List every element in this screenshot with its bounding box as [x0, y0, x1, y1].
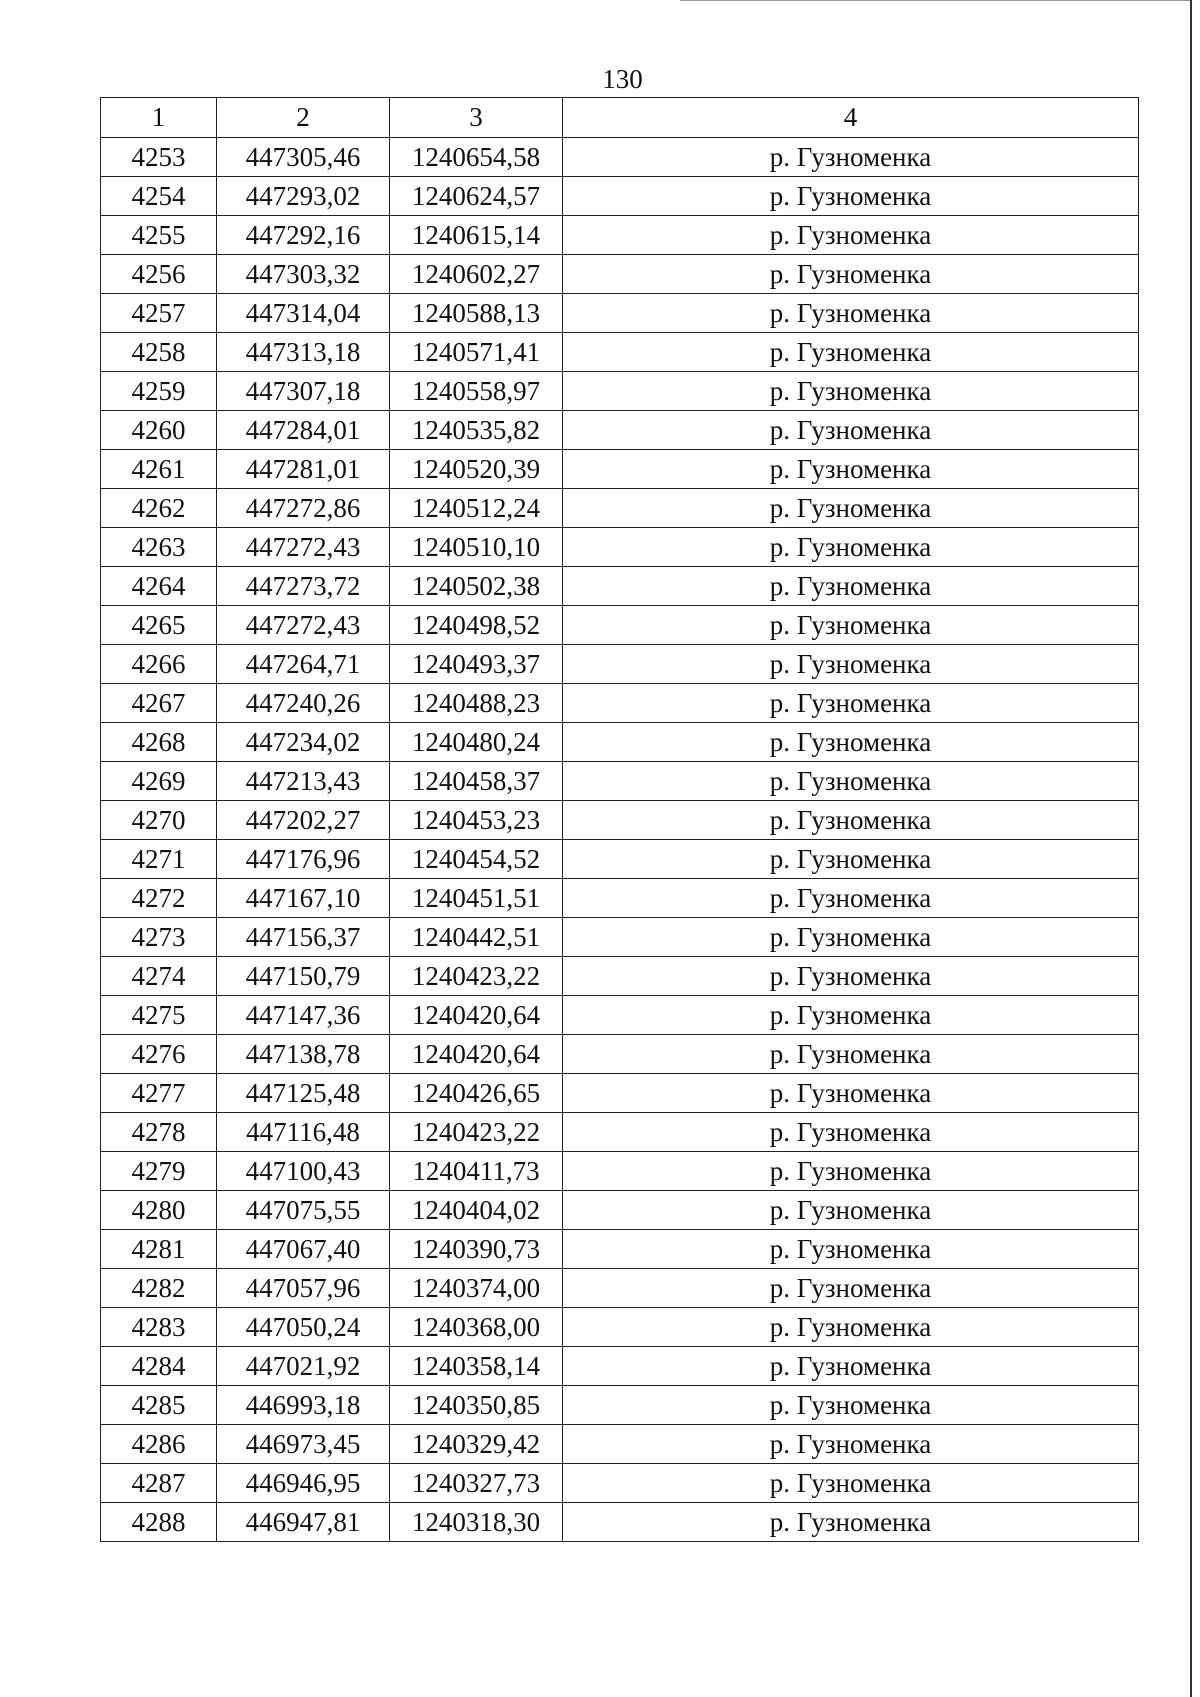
- point-number-cell: 4260: [101, 411, 217, 450]
- y-coordinate-cell: 1240454,52: [390, 840, 563, 879]
- table-row: [101, 1230, 1139, 1269]
- description-cell: р. Гузноменка: [563, 645, 1139, 684]
- table-row: [101, 606, 1139, 645]
- table-row: [101, 1191, 1139, 1230]
- table-row: [101, 957, 1139, 996]
- table-row: [101, 840, 1139, 879]
- y-coordinate-cell: 1240329,42: [390, 1425, 563, 1464]
- point-number-cell: 4284: [101, 1347, 217, 1386]
- y-coordinate-cell: 1240615,14: [390, 216, 563, 255]
- column-header-1: 1: [101, 98, 217, 138]
- point-number-cell: 4255: [101, 216, 217, 255]
- x-coordinate-cell: 447138,78: [217, 1035, 390, 1074]
- point-number-cell: 4272: [101, 879, 217, 918]
- x-coordinate-cell: 447272,43: [217, 606, 390, 645]
- y-coordinate-cell: 1240451,51: [390, 879, 563, 918]
- description-cell: р. Гузноменка: [563, 840, 1139, 879]
- table-header: [101, 98, 1139, 138]
- description-cell: р. Гузноменка: [563, 1503, 1139, 1542]
- x-coordinate-cell: 447284,01: [217, 411, 390, 450]
- point-number-cell: 4287: [101, 1464, 217, 1503]
- x-coordinate-cell: 447213,43: [217, 762, 390, 801]
- point-number-cell: 4276: [101, 1035, 217, 1074]
- description-cell: р. Гузноменка: [563, 255, 1139, 294]
- y-coordinate-cell: 1240420,64: [390, 1035, 563, 1074]
- x-coordinate-cell: 447100,43: [217, 1152, 390, 1191]
- table-row: [101, 918, 1139, 957]
- point-number-cell: 4269: [101, 762, 217, 801]
- table-row: [101, 411, 1139, 450]
- point-number-cell: 4278: [101, 1113, 217, 1152]
- x-coordinate-cell: 447075,55: [217, 1191, 390, 1230]
- point-number-cell: 4270: [101, 801, 217, 840]
- x-coordinate-cell: 447272,43: [217, 528, 390, 567]
- point-number-cell: 4267: [101, 684, 217, 723]
- x-coordinate-cell: 446993,18: [217, 1386, 390, 1425]
- point-number-cell: 4281: [101, 1230, 217, 1269]
- description-cell: р. Гузноменка: [563, 879, 1139, 918]
- table-row: [101, 138, 1139, 177]
- x-coordinate-cell: 447272,86: [217, 489, 390, 528]
- table-row: [101, 1035, 1139, 1074]
- column-header-2: 2: [217, 98, 390, 138]
- page-number: 130: [602, 64, 643, 94]
- description-cell: р. Гузноменка: [563, 1035, 1139, 1074]
- table-row: [101, 1269, 1139, 1308]
- x-coordinate-cell: 447202,27: [217, 801, 390, 840]
- description-cell: р. Гузноменка: [563, 567, 1139, 606]
- x-coordinate-cell: 447156,37: [217, 918, 390, 957]
- point-number-cell: 4280: [101, 1191, 217, 1230]
- point-number-cell: 4288: [101, 1503, 217, 1542]
- point-number-cell: 4268: [101, 723, 217, 762]
- point-number-cell: 4253: [101, 138, 217, 177]
- scan-top-edge: [680, 0, 1190, 1]
- table-row: [101, 1464, 1139, 1503]
- point-number-cell: 4263: [101, 528, 217, 567]
- description-cell: р. Гузноменка: [563, 1464, 1139, 1503]
- description-cell: р. Гузноменка: [563, 372, 1139, 411]
- point-number-cell: 4254: [101, 177, 217, 216]
- table-row: [101, 1347, 1139, 1386]
- point-number-cell: 4283: [101, 1308, 217, 1347]
- coordinates-table: [100, 97, 1139, 1542]
- table-row: [101, 996, 1139, 1035]
- y-coordinate-cell: 1240512,24: [390, 489, 563, 528]
- table-row: [101, 450, 1139, 489]
- x-coordinate-cell: 447303,32: [217, 255, 390, 294]
- table-row: [101, 879, 1139, 918]
- table-row: [101, 333, 1139, 372]
- point-number-cell: 4273: [101, 918, 217, 957]
- description-cell: р. Гузноменка: [563, 489, 1139, 528]
- x-coordinate-cell: 447307,18: [217, 372, 390, 411]
- description-cell: р. Гузноменка: [563, 1269, 1139, 1308]
- x-coordinate-cell: 446947,81: [217, 1503, 390, 1542]
- x-coordinate-cell: 447176,96: [217, 840, 390, 879]
- description-cell: р. Гузноменка: [563, 1191, 1139, 1230]
- table-row: [101, 255, 1139, 294]
- table-row: [101, 567, 1139, 606]
- point-number-cell: 4261: [101, 450, 217, 489]
- y-coordinate-cell: 1240423,22: [390, 1113, 563, 1152]
- y-coordinate-cell: 1240411,73: [390, 1152, 563, 1191]
- point-number-cell: 4279: [101, 1152, 217, 1191]
- x-coordinate-cell: 446973,45: [217, 1425, 390, 1464]
- y-coordinate-cell: 1240493,37: [390, 645, 563, 684]
- y-coordinate-cell: 1240535,82: [390, 411, 563, 450]
- description-cell: р. Гузноменка: [563, 294, 1139, 333]
- y-coordinate-cell: 1240588,13: [390, 294, 563, 333]
- table-row: [101, 1503, 1139, 1542]
- x-coordinate-cell: 447240,26: [217, 684, 390, 723]
- description-cell: р. Гузноменка: [563, 684, 1139, 723]
- y-coordinate-cell: 1240350,85: [390, 1386, 563, 1425]
- x-coordinate-cell: 447147,36: [217, 996, 390, 1035]
- y-coordinate-cell: 1240502,38: [390, 567, 563, 606]
- column-header-3: 3: [390, 98, 563, 138]
- table-row: [101, 801, 1139, 840]
- point-number-cell: 4262: [101, 489, 217, 528]
- table-row: [101, 1425, 1139, 1464]
- x-coordinate-cell: 447281,01: [217, 450, 390, 489]
- x-coordinate-cell: 447313,18: [217, 333, 390, 372]
- point-number-cell: 4271: [101, 840, 217, 879]
- y-coordinate-cell: 1240327,73: [390, 1464, 563, 1503]
- table-row: [101, 723, 1139, 762]
- header-row: [101, 98, 1139, 138]
- table-row: [101, 684, 1139, 723]
- description-cell: р. Гузноменка: [563, 1074, 1139, 1113]
- y-coordinate-cell: 1240423,22: [390, 957, 563, 996]
- table-row: [101, 1152, 1139, 1191]
- y-coordinate-cell: 1240426,65: [390, 1074, 563, 1113]
- table-row: [101, 1308, 1139, 1347]
- description-cell: р. Гузноменка: [563, 1347, 1139, 1386]
- y-coordinate-cell: 1240602,27: [390, 255, 563, 294]
- x-coordinate-cell: 447116,48: [217, 1113, 390, 1152]
- y-coordinate-cell: 1240480,24: [390, 723, 563, 762]
- table-row: [101, 489, 1139, 528]
- point-number-cell: 4265: [101, 606, 217, 645]
- coordinates-table-container: [100, 97, 1138, 1542]
- description-cell: р. Гузноменка: [563, 1308, 1139, 1347]
- y-coordinate-cell: 1240390,73: [390, 1230, 563, 1269]
- table-row: [101, 528, 1139, 567]
- description-cell: р. Гузноменка: [563, 1152, 1139, 1191]
- description-cell: р. Гузноменка: [563, 957, 1139, 996]
- point-number-cell: 4286: [101, 1425, 217, 1464]
- point-number-cell: 4256: [101, 255, 217, 294]
- description-cell: р. Гузноменка: [563, 333, 1139, 372]
- table-row: [101, 1074, 1139, 1113]
- table-row: [101, 1386, 1139, 1425]
- description-cell: р. Гузноменка: [563, 1425, 1139, 1464]
- y-coordinate-cell: 1240458,37: [390, 762, 563, 801]
- y-coordinate-cell: 1240358,14: [390, 1347, 563, 1386]
- description-cell: р. Гузноменка: [563, 411, 1139, 450]
- y-coordinate-cell: 1240420,64: [390, 996, 563, 1035]
- description-cell: р. Гузноменка: [563, 528, 1139, 567]
- description-cell: р. Гузноменка: [563, 177, 1139, 216]
- point-number-cell: 4285: [101, 1386, 217, 1425]
- y-coordinate-cell: 1240520,39: [390, 450, 563, 489]
- description-cell: р. Гузноменка: [563, 801, 1139, 840]
- table-row: [101, 1113, 1139, 1152]
- table-row: [101, 177, 1139, 216]
- x-coordinate-cell: 447021,92: [217, 1347, 390, 1386]
- description-cell: р. Гузноменка: [563, 1230, 1139, 1269]
- y-coordinate-cell: 1240374,00: [390, 1269, 563, 1308]
- y-coordinate-cell: 1240453,23: [390, 801, 563, 840]
- y-coordinate-cell: 1240368,00: [390, 1308, 563, 1347]
- y-coordinate-cell: 1240318,30: [390, 1503, 563, 1542]
- x-coordinate-cell: 447125,48: [217, 1074, 390, 1113]
- description-cell: р. Гузноменка: [563, 996, 1139, 1035]
- point-number-cell: 4258: [101, 333, 217, 372]
- point-number-cell: 4277: [101, 1074, 217, 1113]
- y-coordinate-cell: 1240442,51: [390, 918, 563, 957]
- x-coordinate-cell: 447264,71: [217, 645, 390, 684]
- y-coordinate-cell: 1240488,23: [390, 684, 563, 723]
- x-coordinate-cell: 447067,40: [217, 1230, 390, 1269]
- x-coordinate-cell: 447293,02: [217, 177, 390, 216]
- table-row: [101, 216, 1139, 255]
- x-coordinate-cell: 447305,46: [217, 138, 390, 177]
- x-coordinate-cell: 447314,04: [217, 294, 390, 333]
- table-row: [101, 762, 1139, 801]
- x-coordinate-cell: 447057,96: [217, 1269, 390, 1308]
- description-cell: р. Гузноменка: [563, 1386, 1139, 1425]
- y-coordinate-cell: 1240624,57: [390, 177, 563, 216]
- x-coordinate-cell: 447050,24: [217, 1308, 390, 1347]
- description-cell: р. Гузноменка: [563, 1113, 1139, 1152]
- description-cell: р. Гузноменка: [563, 450, 1139, 489]
- column-header-4: 4: [563, 98, 1139, 138]
- y-coordinate-cell: 1240571,41: [390, 333, 563, 372]
- description-cell: р. Гузноменка: [563, 918, 1139, 957]
- point-number-cell: 4266: [101, 645, 217, 684]
- x-coordinate-cell: 447167,10: [217, 879, 390, 918]
- point-number-cell: 4274: [101, 957, 217, 996]
- description-cell: р. Гузноменка: [563, 762, 1139, 801]
- description-cell: р. Гузноменка: [563, 138, 1139, 177]
- y-coordinate-cell: 1240558,97: [390, 372, 563, 411]
- y-coordinate-cell: 1240404,02: [390, 1191, 563, 1230]
- table-body: [101, 138, 1139, 1542]
- description-cell: р. Гузноменка: [563, 606, 1139, 645]
- description-cell: р. Гузноменка: [563, 216, 1139, 255]
- point-number-cell: 4282: [101, 1269, 217, 1308]
- scan-right-edge: [1190, 0, 1192, 1697]
- point-number-cell: 4257: [101, 294, 217, 333]
- point-number-cell: 4259: [101, 372, 217, 411]
- y-coordinate-cell: 1240654,58: [390, 138, 563, 177]
- table-row: [101, 645, 1139, 684]
- y-coordinate-cell: 1240498,52: [390, 606, 563, 645]
- x-coordinate-cell: 447150,79: [217, 957, 390, 996]
- table-row: [101, 294, 1139, 333]
- y-coordinate-cell: 1240510,10: [390, 528, 563, 567]
- x-coordinate-cell: 447292,16: [217, 216, 390, 255]
- table-row: [101, 372, 1139, 411]
- point-number-cell: 4264: [101, 567, 217, 606]
- point-number-cell: 4275: [101, 996, 217, 1035]
- x-coordinate-cell: 447234,02: [217, 723, 390, 762]
- x-coordinate-cell: 446946,95: [217, 1464, 390, 1503]
- x-coordinate-cell: 447273,72: [217, 567, 390, 606]
- description-cell: р. Гузноменка: [563, 723, 1139, 762]
